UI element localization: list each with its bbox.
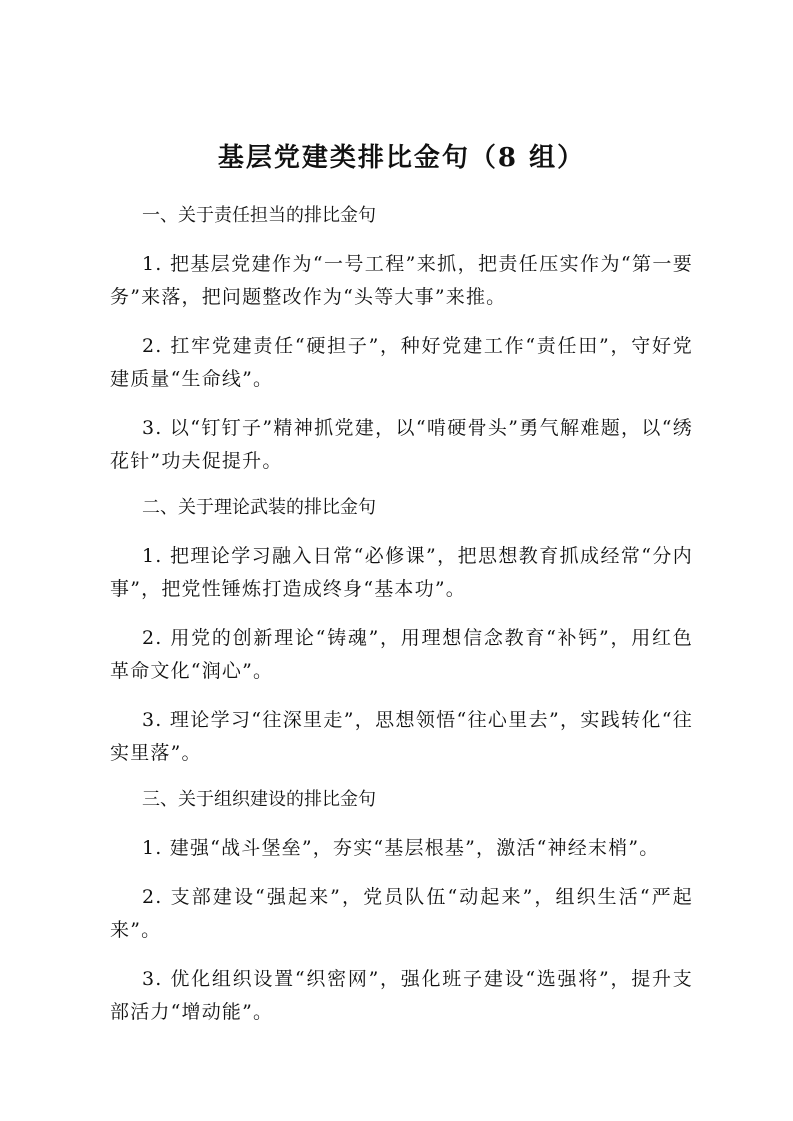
list-item: 2. 支部建设“强起来”，党员队伍“动起来”，组织生活“严起来”。 <box>110 886 693 941</box>
list-item: 2. 用党的创新理论“铸魂”，用理想信念教育“补钙”，用红色革命文化“润心”。 <box>110 627 693 682</box>
list-item: 3. 优化组织设置“织密网”，强化班子建设“选强将”，提升支部活力“增动能”。 <box>110 968 693 1023</box>
page-title: 基层党建类排比金句（8 组） <box>217 143 586 173</box>
list-item: 2. 扛牢党建责任“硬担子”，种好党建工作“责任田”，守好党建质量“生命线”。 <box>110 335 693 390</box>
list-item: 3. 以“钉钉子”精神抓党建，以“啃硬骨头”勇气解难题，以“绣花针”功夫促提升。 <box>110 417 693 472</box>
list-item: 1. 把理论学习融入日常“必修课”，把思想教育抓成经常“分内事”，把党性锤炼打造成终身“基本功”。 <box>110 545 693 600</box>
list-item: 1. 把基层党建作为“一号工程”来抓，把责任压实作为“第一要务”来落，把问题整改作为“头等大事”来推。 <box>110 253 693 308</box>
list-item: 1. 建强“战斗堡垒”，夯实“基层根基”，激活“神经末梢”。 <box>142 837 660 859</box>
section-heading-theory: 二、关于理论武装的排比金句 <box>142 497 376 518</box>
section-heading-responsibility: 一、关于责任担当的排比金句 <box>142 205 376 226</box>
section-heading-organization: 三、关于组织建设的排比金句 <box>142 789 376 810</box>
list-item: 3. 理论学习“往深里走”，思想领悟“往心里去”，实践转化“往实里落”。 <box>110 709 693 764</box>
